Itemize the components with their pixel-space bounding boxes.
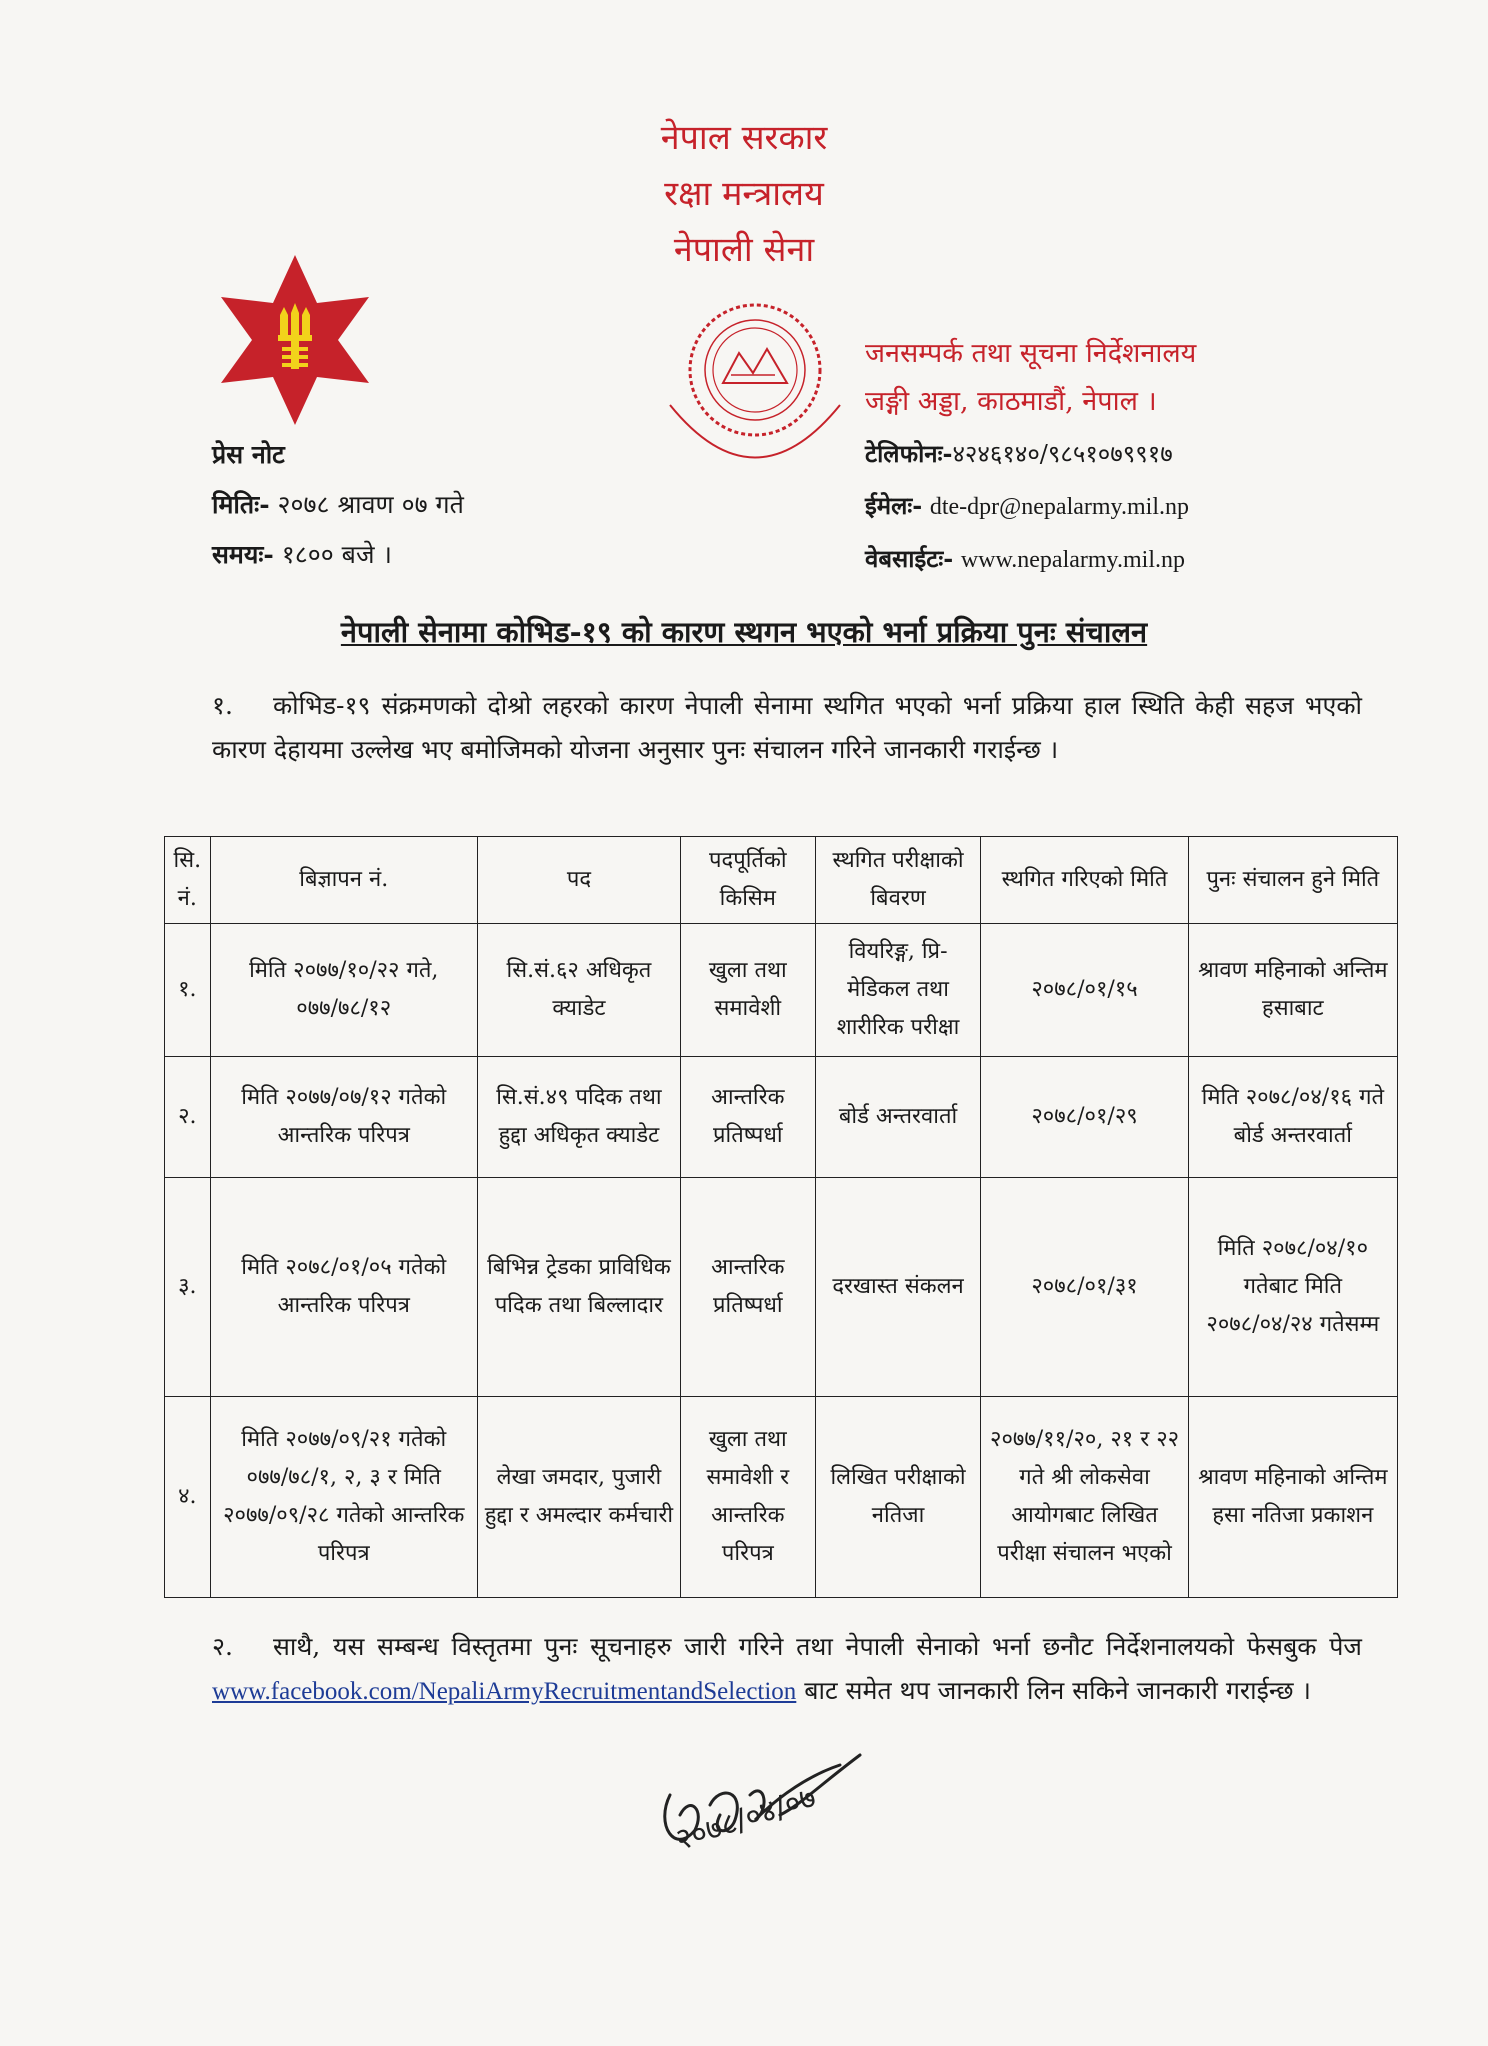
table-cell: आन्तरिक प्रतिष्पर्धा <box>680 1178 815 1397</box>
table-row <box>165 1397 1398 1598</box>
table-cell: ४. <box>165 1397 211 1598</box>
table-cell: ३. <box>165 1178 211 1397</box>
table-cell: २०७८/०१/१५ <box>981 924 1188 1057</box>
table-cell: बिभिन्न ट्रेडका प्राविधिक पदिक तथा बिल्लादार <box>477 1178 680 1397</box>
website-value: www.nepalarmy.mil.np <box>960 547 1185 573</box>
directorate-name: जनसम्पर्क तथा सूचना निर्देशनालय <box>865 338 1197 369</box>
header-army: नेपाली सेना <box>673 230 815 270</box>
header-government: नेपाल सरकार <box>660 118 828 158</box>
phone-label: टेलिफोनः- <box>865 439 953 468</box>
contact-website <box>865 533 1189 586</box>
table-cell: श्रावण महिनाको अन्तिम हसाबाट <box>1188 924 1397 1057</box>
table-cell: सि.सं.४९ पदिक तथा हुद्दा अधिकृत क्याडेट <box>477 1057 680 1178</box>
press-note-title: प्रेस नोट <box>212 440 285 469</box>
table-cell: वियरिङ्ग, प्रि-मेडिकल तथा शारीरिक परीक्षा <box>815 924 981 1057</box>
table-cell: लेखा जमदार, पुजारी हुद्दा र अमल्दार कर्मचारी <box>477 1397 680 1598</box>
table-cell: आन्तरिक प्रतिष्पर्धा <box>680 1057 815 1178</box>
paragraph-1-number: १. <box>212 691 233 720</box>
table-cell: २०७८/०१/२९ <box>981 1057 1188 1178</box>
table-cell: सि.सं.६२ अधिकृत क्याडेट <box>477 924 680 1057</box>
contact-phone <box>865 428 1189 480</box>
directorate-block <box>865 330 1196 426</box>
table-cell: श्रावण महिनाको अन्तिम हसा नतिजा प्रकाशन <box>1188 1397 1397 1598</box>
directorate-address: जङ्गी अड्डा, काठमाडौं, नेपाल । <box>865 386 1157 417</box>
table-header-row <box>165 837 1398 924</box>
header-advertisement: बिज्ञापन नं. <box>210 837 477 924</box>
press-time <box>212 530 464 580</box>
table-cell: १. <box>165 924 211 1057</box>
table-cell: मिति २०७७/०९/२१ गतेको ०७७/७८/१, २, ३ र मिति २०७७/०९/२८ गतेको आन्तरिक परिपत्र <box>210 1397 477 1598</box>
press-date-label: मितिः- <box>212 490 270 519</box>
table-cell: २. <box>165 1057 211 1178</box>
header-postponed-date: स्थगित गरिएको मिति <box>981 837 1188 924</box>
paragraph-2-number: २. <box>212 1632 233 1661</box>
email-value: dte-dpr@nepalarmy.mil.np <box>929 494 1189 520</box>
header-serial: सि. नं. <box>165 837 211 924</box>
contact-email <box>865 480 1189 533</box>
paragraph-2-text-before: साथै, यस सम्बन्ध विस्तृतमा पुनः सूचनाहरु जारी गरिने तथा नेपाली सेनाको भर्ना छनौट निर्देशनालयको फेसबुक पेज <box>272 1632 1362 1661</box>
government-header <box>0 110 1488 278</box>
recruitment-table <box>164 836 1398 1598</box>
table-cell: बोर्ड अन्तरवार्ता <box>815 1057 981 1178</box>
signature-date: २०७८/०४/०७ <box>671 1779 821 1859</box>
press-time-label: समयः- <box>212 540 274 569</box>
facebook-page-link[interactable]: www.facebook.com/NepaliArmyRecruitmentandSelection <box>212 1678 797 1705</box>
table-cell: २०७७/११/२०, २१ र २२ गते श्री लोकसेवा आयोगबाट लिखित परीक्षा संचालन भएको <box>981 1397 1188 1598</box>
press-note-meta <box>212 430 464 580</box>
table-cell: २०७८/०१/३१ <box>981 1178 1188 1397</box>
table-cell: मिति २०७७/१०/२२ गते, ०७७/७८/१२ <box>210 924 477 1057</box>
press-date <box>212 480 464 530</box>
header-ministry: रक्षा मन्त्रालय <box>664 174 824 214</box>
email-label: ईमेलः- <box>865 491 923 520</box>
directorate-seal-icon <box>635 295 870 505</box>
header-postponed-exam: स्थगित परीक्षाको बिवरण <box>815 837 981 924</box>
header-resume-date: पुनः संचालन हुने मिति <box>1188 837 1397 924</box>
table-cell: खुला तथा समावेशी <box>680 924 815 1057</box>
table-cell: दरखास्त संकलन <box>815 1178 981 1397</box>
nepal-army-star-icon <box>210 255 380 425</box>
table-row <box>165 924 1398 1057</box>
table-cell: मिति २०७८/०४/१६ गते बोर्ड अन्तरवार्ता <box>1188 1057 1397 1178</box>
table-cell: खुला तथा समावेशी र आन्तरिक परिपत्र <box>680 1397 815 1598</box>
paragraph-1-text: कोभिड-१९ संक्रमणको दोश्रो लहरको कारण नेपाली सेनामा स्थगित भएको भर्ना प्रक्रिया हाल स्थिति केही सहज भएको कारण देहायमा उल्लेख भए बमोजिमको योजना अनुसार पुनः संचालन गरिने जानकारी गराईन्छ । <box>212 691 1362 764</box>
paragraph-1 <box>212 684 1362 772</box>
header-recruitment-type: पदपूर्तिको किसिम <box>680 837 815 924</box>
table-row <box>165 1178 1398 1397</box>
table-row <box>165 1057 1398 1178</box>
website-label: वेबसाईटः- <box>865 544 954 573</box>
table-cell: मिति २०७७/०७/१२ गतेको आन्तरिक परिपत्र <box>210 1057 477 1178</box>
header-post: पद <box>477 837 680 924</box>
contact-block <box>865 428 1189 586</box>
paragraph-2 <box>212 1625 1362 1714</box>
table-cell: मिति २०७८/०१/०५ गतेको आन्तरिक परिपत्र <box>210 1178 477 1397</box>
paragraph-2-text-after: बाट समेत थप जानकारी लिन सकिने जानकारी गराईन्छ । <box>804 1676 1311 1705</box>
table-cell: मिति २०७८/०४/१० गतेबाट मिति २०७८/०४/२४ गतेसम्म <box>1188 1178 1397 1397</box>
table-cell: लिखित परीक्षाको नतिजा <box>815 1397 981 1598</box>
phone-value: ४२४६१४०/९८५१०७९९१७ <box>952 440 1173 468</box>
document-title: नेपाली सेनामा कोभिड-१९ को कारण स्थगन भएको भर्ना प्रक्रिया पुनः संचालन <box>340 615 1148 649</box>
press-date-value: २०७८ श्रावण ०७ गते <box>277 490 464 519</box>
press-time-value: १८०० बजे । <box>281 540 392 569</box>
